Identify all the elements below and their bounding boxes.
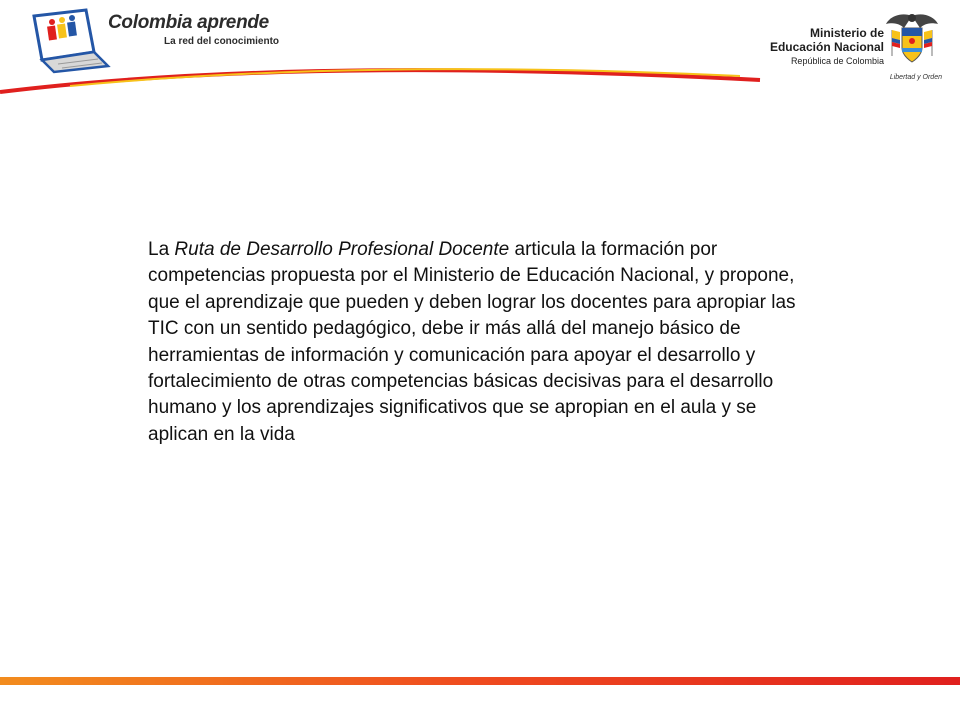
colombia-crest-icon <box>884 10 940 72</box>
brand-title: Colombia aprende <box>108 12 269 33</box>
footer-bar <box>0 677 960 685</box>
ministry-line-3: República de Colombia <box>790 56 884 66</box>
brand-subtitle: La red del conocimiento <box>164 36 280 47</box>
body-intro: La <box>148 239 175 260</box>
body-text: articula la formación por competencias propuesta por el Ministerio de Educación Nacional, y propone, que el aprendizaje que pueden y deben lograr los docentes para apropiar las TIC con un sentido pedagógico, debe ir más allá del manejo básico de herramientas de información y comunicación para apoyar el desarrollo y fortalecimiento de otras competencias básicas decisivas para el desarrollo humano y los aprendizajes significativos que se apropian en el aula y se aplican en la vida <box>148 239 796 445</box>
body-paragraph <box>148 237 800 448</box>
motto: Libertad y Orden <box>889 74 942 81</box>
ministry-name <box>770 26 884 68</box>
program-name: Ruta de Desarrollo Profesional Docente <box>174 239 510 260</box>
ministry-logo <box>740 10 960 90</box>
ministry-line-2: Educación Nacional <box>769 40 884 54</box>
ministry-line-1: Ministerio de <box>809 26 884 40</box>
